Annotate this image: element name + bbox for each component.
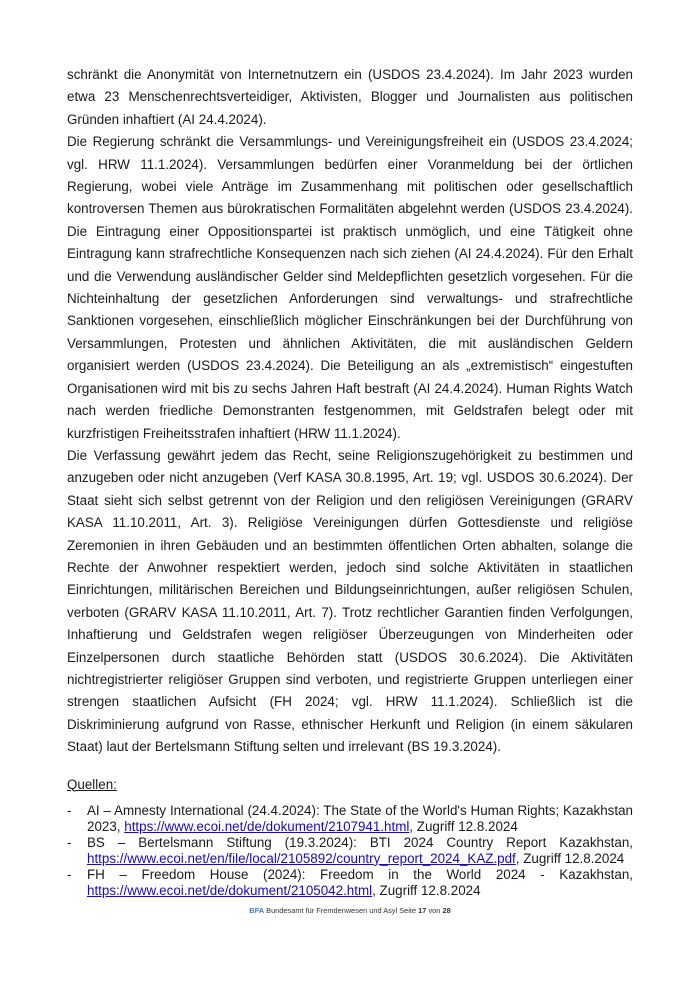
footer-page-total: 28 (442, 906, 451, 915)
source-text: AI – Amnesty International (24.4.2024): The State of the World's Human Rights; Kazakhstan 2023, (87, 802, 633, 834)
source-item-bs (67, 835, 633, 867)
sources-list (67, 803, 633, 899)
body-paragraph-1: schränkt die Anonymität von Internetnutzern ein (USDOS 23.4.2024). Im Jahr 2023 wurden etwa 23 Menschenrechtsverteidiger, Aktivisten, Blogger und Journalisten aus politischen Gründen inhaftiert (AI 24.4.2024). (67, 67, 633, 127)
footer-brand: BFA (249, 906, 265, 915)
footer-page-word: Seite (399, 906, 417, 915)
body-paragraph-3: Die Verfassung gewährt jedem das Recht, seine Religionszugehörigkeit zu bestimmen und anzugeben oder nicht anzugeben (Verf KASA 30.8.1995, Art. 19; vgl. USDOS 30.6.2024). Der Staat sieht sich selbst getrennt von der Religion und den religiösen Vereinigungen (GRARV KASA 11.10.2011, Art. 3). Religiöse Vereinigungen dürfen Gottesdienste und religiöse Zeremonien in ihren Gebäuden und an bestimmten öffentlichen Orten abhalten, solange die Rechte der Anwohner respektiert werden, jedoch sind solche Aktivitäten in staatlichen Einrichtungen, militärischen Bereichen und Bildungseinrichtungen, außer religiösen Schulen, verboten (GRARV KASA 11.10.2011, Art. 7). Trotz rechtlicher Garantien finden Verfolgungen, Inhaftierung und Geldstrafen wegen religiöser Überzeugungen von Minderheiten oder Einzelpersonen durch staatliche Behörden statt (USDOS 30.6.2024). Die Aktivitäten nichtregistrierter religiöser Gruppen sind verboten, und registrierte Gruppen unterliegen einer strengen staatlichen Aufsicht (FH 2024; vgl. HRW 11.1.2024). Schließlich ist die Diskriminierung aufgrund von Rasse, ethnischer Herkunft und Religion (in einem säkularen Staat) laut der Bertelsmann Stiftung selten und irrelevant (BS 19.3.2024). (67, 447, 633, 755)
source-item-ai (67, 803, 633, 835)
footer-of-word: von (428, 906, 441, 915)
source-item-fh (67, 867, 633, 899)
source-entry (75, 835, 633, 867)
source-accessed: , Zugriff 12.8.2024 (372, 882, 481, 898)
document-page (67, 64, 633, 899)
source-text: FH – Freedom House (2024): Freedom in the World 2024 - Kazakhstan, (87, 866, 633, 882)
source-accessed: , Zugriff 12.8.2024 (409, 818, 518, 834)
source-link-ai[interactable]: https://www.ecoi.net/de/dokument/2107941.html (124, 818, 410, 834)
page-footer (0, 906, 700, 915)
sources-heading: Quellen: (67, 776, 117, 792)
footer-page-number: 17 (418, 906, 427, 915)
source-accessed: , Zugriff 12.8.2024 (515, 850, 625, 866)
footer-org: Bundesamt für Fremdenwesen und Asyl (266, 906, 398, 915)
source-link-bs[interactable]: https://www.ecoi.net/en/file/local/2105892/country_report_2024_KAZ.pdf (87, 850, 516, 866)
list-dash: - (67, 834, 72, 850)
source-entry (75, 867, 633, 899)
source-text: BS – Bertelsmann Stiftung (19.3.2024): BTI 2024 Country Report Kazakhstan, (87, 834, 633, 850)
list-dash: - (67, 866, 72, 882)
source-link-fh[interactable]: https://www.ecoi.net/de/dokument/2105042.html (87, 882, 373, 898)
source-entry (75, 803, 633, 835)
body-paragraph-2: Die Regierung schränkt die Versammlungs- und Vereinigungsfreiheit ein (USDOS 23.4.2024; vgl. HRW 11.1.2024). Versammlungen bedürfen einer Voranmeldung bei der örtlichen Regierung, wobei viele Anträge im Zusammenhang mit politischen oder gesellschaftlich kontroversen Themen aus bürokratischen Formalitäten abgelehnt werden (USDOS 23.4.2024). Die Eintragung einer Oppositionspartei ist praktisch unmöglich, und eine Tätigkeit ohne Eintragung kann strafrechtliche Konsequenzen nach sich ziehen (AI 24.4.2024). Für den Erhalt und die Verwendung ausländischer Gelder sind Meldepflichten gesetzlich vorgesehen. Für die Nichteinhaltung der gesetzlichen Anforderungen sind verwaltungs- und strafrechtliche Sanktionen vorgesehen, einschließlich möglicher Einschränkungen bei der Durchführung von Versammlungen, Protesten und ähnlichen Aktivitäten, die mit ausländischen Geldern organisiert werden (USDOS 23.4.2024). Die Beteiligung an als „extremistisch“ eingestuften Organisationen wird mit bis zu sechs Jahren Haft bestraft (AI 24.4.2024). Human Rights Watch nach werden friedliche Demonstranten festgenommen, mit Geldstrafen belegt oder mit kurzfristigen Freiheitsstrafen inhaftiert (HRW 11.1.2024). (67, 134, 633, 441)
list-dash: - (67, 802, 72, 818)
